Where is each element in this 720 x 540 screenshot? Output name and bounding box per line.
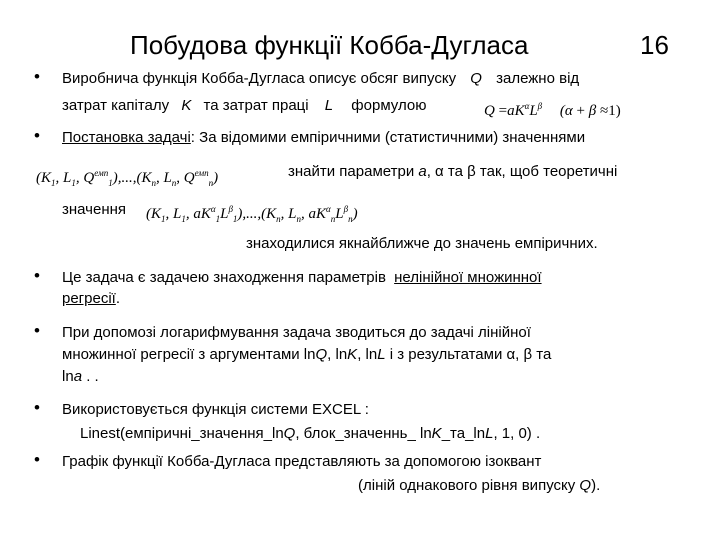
ln-q-var: Q [315,346,328,363]
formula-eq: = [498,103,508,119]
bullet-4-sep-1: , ln [327,346,348,363]
bullet-4-line-1: При допомозі логарифмування задача зводиться до задачі лінійної [62,324,531,341]
bullet-2-marker: • [34,126,40,145]
t2-s3: 1 [215,214,221,224]
t2-c4: , aK [301,206,327,222]
formula-cond-beta: β [588,103,597,119]
theoretical-tuples-formula [146,200,358,228]
bullet-4-ln: ln [62,368,74,385]
ln-a-var: a [73,368,83,385]
formula-k: K [514,103,525,119]
bullet-1-text-labor: та затрат праці [203,97,309,114]
t1-close: ) [213,170,219,186]
regression-link[interactable]: регресії [62,290,116,307]
t1-s1: 1 [51,178,56,188]
t1-sn3: n [208,178,214,188]
bullet-4-results-text: і з результатами α, β та [385,346,552,363]
t1-s3: 1 [108,178,113,188]
bullet-3-period: . [115,290,121,307]
bullet-2-text: : За відомими емпіричними (статистичними) значеннями [190,129,586,146]
bullet-4-tail: . . [82,368,99,385]
formula-l: L [529,103,538,119]
t1-open: (K [36,170,51,186]
linest-text-2: , блок_значеннь_ ln [295,425,432,442]
t2-beta-n: β [343,204,349,214]
bullet-1-line-2 [62,97,427,115]
isoquant-text: (ліній однакового рівня випуску [358,477,580,494]
ln-l-var: L [377,346,386,363]
linest-l-var: L [485,425,494,442]
t1-c1: , L [55,170,72,186]
bullet-5-line-2 [80,425,540,443]
bullet-2-line-2 [288,163,617,181]
t1-sn2: n [171,178,177,188]
bullet-1-marker: • [34,67,40,86]
t1-c2: , Q [75,170,95,186]
bullet-1-text-formula: формулою [351,97,427,114]
t2-open: (K [146,206,161,222]
bullet-3-line-2 [62,290,120,308]
bullet-3-text: Це задача є задачею знаходження параметрів [62,269,386,286]
bullet-4-line-3 [62,368,99,386]
t2-s4: 1 [232,214,238,224]
slide-number: 16 [640,30,669,60]
var-k: K [181,97,192,114]
t2-alpha: α [210,204,216,214]
t1-c3: , L [155,170,172,186]
formula-approx: ≈ [599,103,609,119]
isoquant-close: ). [591,477,601,494]
linest-q-var: Q [283,425,296,442]
bullet-1-text-capital: затрат капіталу [62,97,170,114]
t2-close: ) [352,206,358,222]
linest-text-4: , 1, 0) . [493,425,541,442]
bullet-4-marker: • [34,321,40,340]
t2-sn3: n [330,214,336,224]
bullet-2-values-label: значення [62,201,127,218]
t2-c3: , L [280,206,297,222]
bullet-4-line-2 [62,346,551,364]
linest-text-3: _та_ln [441,425,486,442]
bullet-4-args-text: множинної регресії з аргументами ln [62,346,316,363]
ln-k-var: K [347,346,358,363]
var-l: L [324,97,334,114]
formula-beta: β [537,101,543,111]
bullet-3-line-1 [62,269,542,287]
formula-plus: + [576,103,585,119]
t2-l-n: L [335,206,344,222]
bullet-1-line-1 [62,70,579,88]
bullet-3-marker: • [34,266,40,285]
problem-statement-link[interactable]: Постановка задачі [62,129,191,146]
bullet-1-text-tail: залежно від [496,70,580,87]
t2-s1: 1 [161,214,166,224]
bullet-1-text: Виробнича функція Кобба-Дугласа описує обсяг випуску [62,70,457,87]
t2-sn2: n [296,214,302,224]
bullet-2-line-1 [62,129,585,147]
t1-sup: емп [94,168,109,178]
var-q: Q [470,70,482,87]
formula-alpha: α [524,101,530,111]
nonlinear-regression-link[interactable]: нелінійної множинної [394,269,542,286]
t1-c4: , Q [176,170,195,186]
bullet-2-closest-text: знаходилися якнайближче до значень емпіричних. [246,235,598,252]
t1-sn1: n [151,178,156,188]
formula-cond-alpha: (α [559,103,573,119]
t2-sn1: n [276,214,281,224]
t2-c2: , aK [185,206,211,222]
t1-s2: 1 [71,178,76,188]
bullet-2-find-text-tail: , α та β так, щоб теоретичні [426,163,618,180]
bullet-4-sep-2: , ln [357,346,378,363]
linest-k-var: K [431,425,442,442]
t1-sup2: емп [194,168,209,178]
bullet-6-marker: • [34,450,40,469]
formula-one: 1) [608,103,621,119]
bullet-5-line-1: Використовується функція системи EXCEL : [62,401,369,418]
t2-beta: β [228,204,233,214]
t2-s2: 1 [181,214,186,224]
bullet-5-marker: • [34,398,40,417]
bullet-6-line-2 [358,477,600,495]
slide-title: Побудова функції Кобба-Дугласа [130,30,529,60]
t1-mid: ),...,(K [112,170,152,186]
t2-sn4: n [348,214,353,224]
linest-text-1: Linest(емпіричні_значення_ln [80,425,284,442]
bullet-6-line-1: Графік функції Кобба-Дугласа представляють за допомогою ізоквант [62,453,542,470]
empirical-tuples-formula [36,164,218,192]
cobb-douglas-formula [484,97,621,120]
isoquant-q-var: Q [579,477,592,494]
bullet-2-find-text: знайти параметри [288,163,419,180]
var-a: a [418,163,427,180]
formula-q: Q [484,103,495,119]
t2-l: L [220,206,229,222]
formula-a: a [507,103,515,119]
t2-alpha-n: α [326,204,331,214]
t2-mid: ),...,(K [237,206,277,222]
t2-c1: , L [165,206,182,222]
